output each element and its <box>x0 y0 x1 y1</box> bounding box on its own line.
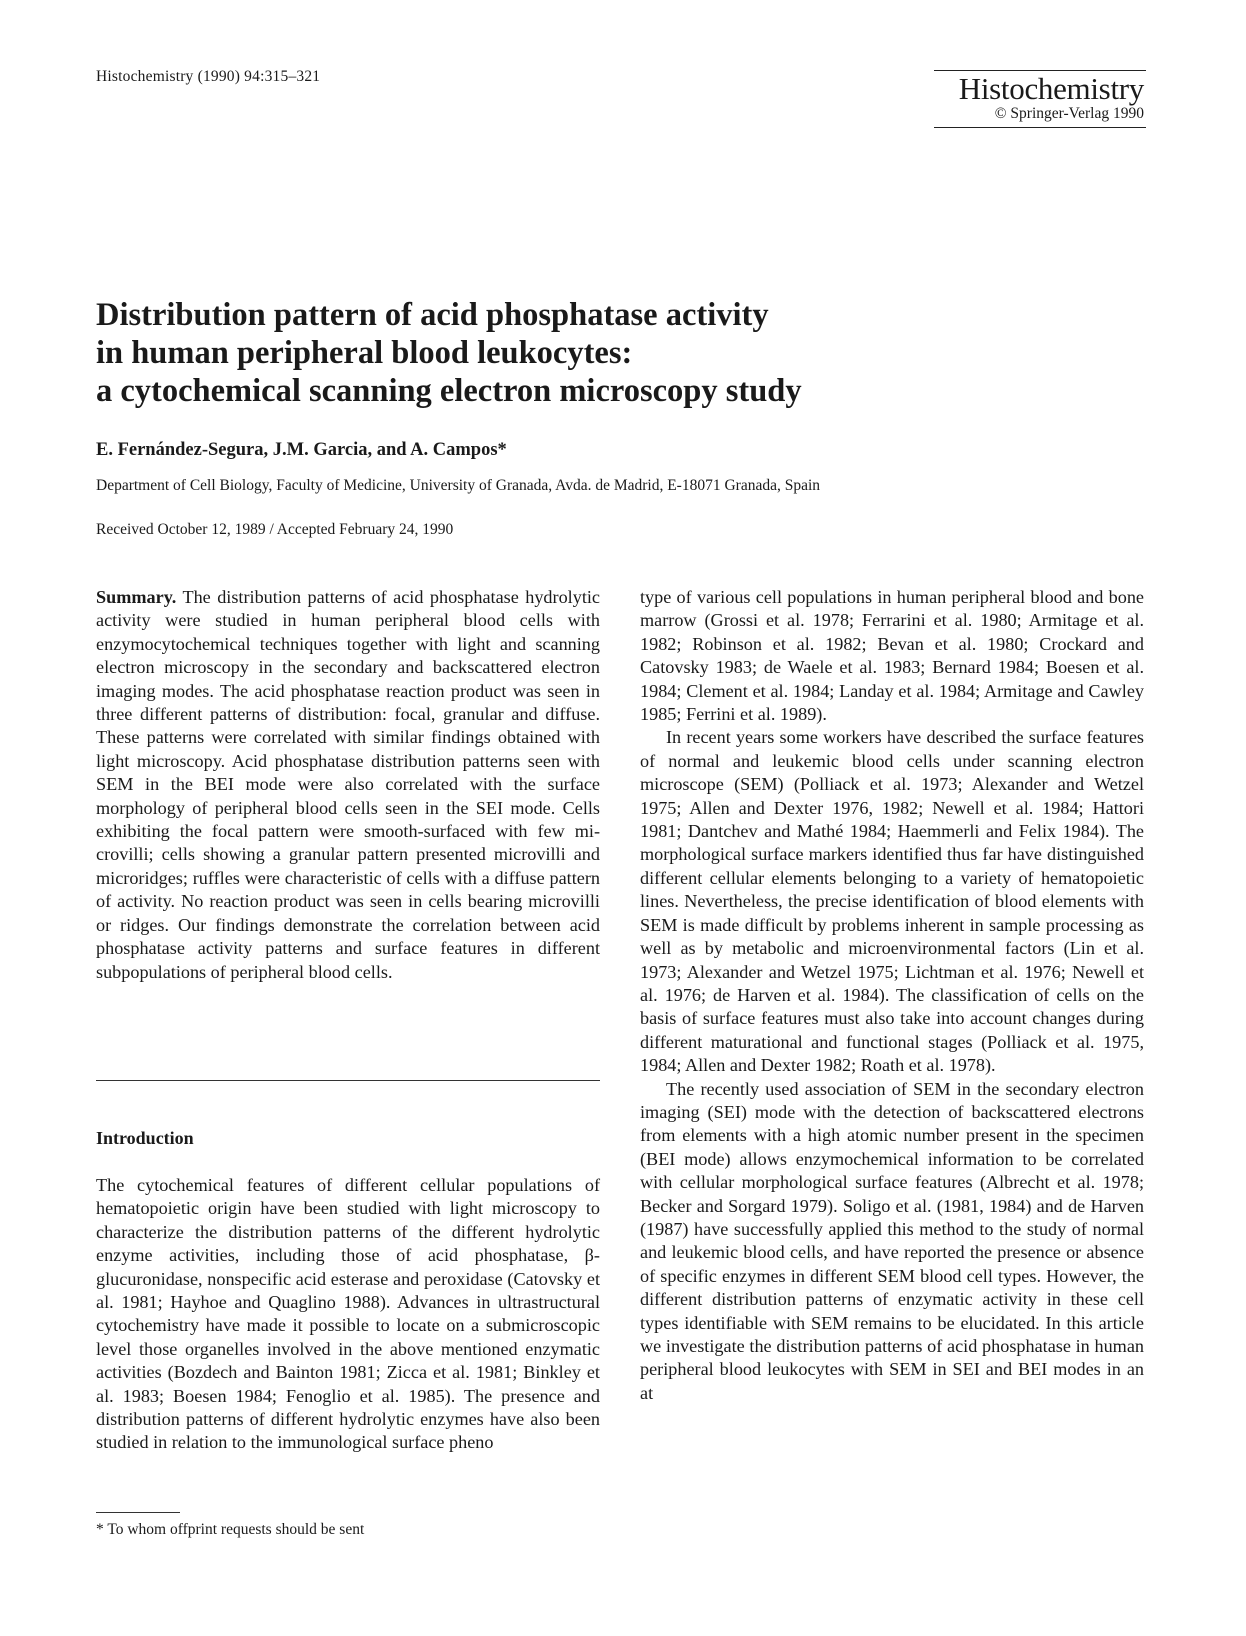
summary-text: The distribution patterns of acid phosphatase hydrolytic activity were studied in human peripheral blood cells with enzymocytochemical techniques together with light and scanning electron microscopy in the secondary and backscattered electron imaging modes. The acid phosphatase reaction product was seen in three different patterns of distribution: focal, granular and diffuse. These patterns were correlated with similar findings obtained with light microscopy. Acid phosphatase distribution patterns seen with SEM in the BEI mode were also correlated with the surface morphology of peripheral blood cells seen in the SEI mode. Cells exhibiting the focal pattern were smooth-surfaced with few microvilli; cells showing a granular pattern presented microvilli and microridges; ruffles were characteristic of cells with a diffuse pattern of activity. No reaction product was seen in cells bearing microvilli or ridges. Our findings demonstrate the correlation between acid phosphatase activity patterns and surface features in different subpopulations of peripheral blood cells. <box>96 587 600 982</box>
section-heading-introduction: Introduction <box>96 1128 194 1148</box>
right-column <box>640 586 1144 1405</box>
left-column <box>96 586 600 984</box>
body-paragraph: The cytochemical features of different cellular populations of hematopoietic origin have been studied with light microscopy to characterize the distribution patterns of the different hydrolytic enzyme activities, including those of acid phosphatase, β-glucuronidase, nonspecific acid esterase and peroxidase (Catovsky et al. 1981; Hayhoe and Quaglino 1988). Advances in ultrastructural cytochemistry have made it possible to locate on a submicroscopic level those organelles involved in the above mentioned enzymatic activities (Bozdech and Bainton 1981; Zicca et al. 1981; Binkley et al. 1983; Boesen 1984; Fenoglio et al. 1985). The presence and distribution patterns of different hydrolytic enzymes have also been studied in relation to the immunological surface pheno <box>96 1175 600 1453</box>
summary-paragraph <box>96 586 600 984</box>
journal-reference: Histochemistry (1990) 94:315–321 <box>96 68 321 85</box>
title-line: Distribution pattern of acid phosphatase activity <box>96 297 769 333</box>
body-paragraph: In recent years some workers have described the surface features of normal and leukemic blood cells under scanning electron microscope (SEM) (Polliack et al. 1973; Alexander and Wetzel 1975; Allen and Dexter 1976, 1982; Newell et al. 1984; Hattori 1981; Dantchev and Mathé 1984; Haemmerli and Felix 1984). The morphological surface markers identified thus far have distinguished different cellular elements belonging to a variety of hematopoietic lines. Nevertheless, the precise identification of blood elements with SEM is made difficult by problems inherent in sample processing as well as by metabolic and microenvironmental factors (Lin et al. 1973; Alexander and Wetzel 1975; Lichtman et al. 1976; Newell et al. 1976; de Harven et al. 1984). The classification of cells on the basis of surface features must also take into account changes during different maturational and functional stages (Polliack et al. 1975, 1984; Allen and Dexter 1982; Roath et al. 1978). <box>640 727 1144 1076</box>
section-divider <box>96 1080 600 1081</box>
body-paragraph: type of various cell populations in human peripheral blood and bone marrow (Grossi et al. 1978; Ferrarini et al. 1980; Armitage et al. 1982; Robinson et al. 1982; Bevan et al. 1980; Crockard and Catovsky 1983; de Waele et al. 1983; Bernard 1984; Boesen et al. 1984; Clement et al. 1984; Landay et al. 1984; Armitage and Cawley 1985; Ferrini et al. 1989). <box>640 587 1144 725</box>
article-title <box>96 296 1096 410</box>
title-line: a cytochemical scanning electron microscopy study <box>96 373 802 409</box>
author-list: E. Fernández-Segura, J.M. Garcia, and A. Campos* <box>96 440 507 460</box>
summary-label: Summary. <box>96 587 177 607</box>
masthead-publisher: © Springer-Verlag 1990 <box>994 105 1144 122</box>
journal-masthead <box>934 70 1146 128</box>
introduction-left-column <box>96 1174 600 1455</box>
author-affiliation: Department of Cell Biology, Faculty of Medicine, University of Granada, Avda. de Madrid, E-18071 Granada, Spain <box>96 477 821 494</box>
masthead-journal-name: Histochemistry <box>958 71 1144 106</box>
footnote-rule <box>96 1512 180 1513</box>
footnote: * To whom offprint requests should be sent <box>96 1521 365 1538</box>
body-paragraph: The recently used association of SEM in the secondary electron imaging (SEI) mode with the detection of backscattered electrons from elements with a high atomic number present in the specimen (BEI mode) allows enzymochemical information to be correlated with cellular morphological surface features (Albrecht et al. 1978; Becker and Sorgard 1979). Soligo et al. (1981, 1984) and de Harven (1987) have successfully applied this method to the study of normal and leukemic blood cells, and have reported the presence or absence of specific enzymes in different SEM blood cell types. However, the different distribution patterns of enzymatic activity in these cell types identifiable with SEM remains to be elucidated. In this article we investigate the distribution patterns of acid phosphatase in human peripheral blood leukocytes with SEM in SEI and BEI modes in an at <box>640 1078 1144 1403</box>
title-line: in human peripheral blood leukocytes: <box>96 335 633 371</box>
received-accepted-dates: Received October 12, 1989 / Accepted February 24, 1990 <box>96 521 454 538</box>
